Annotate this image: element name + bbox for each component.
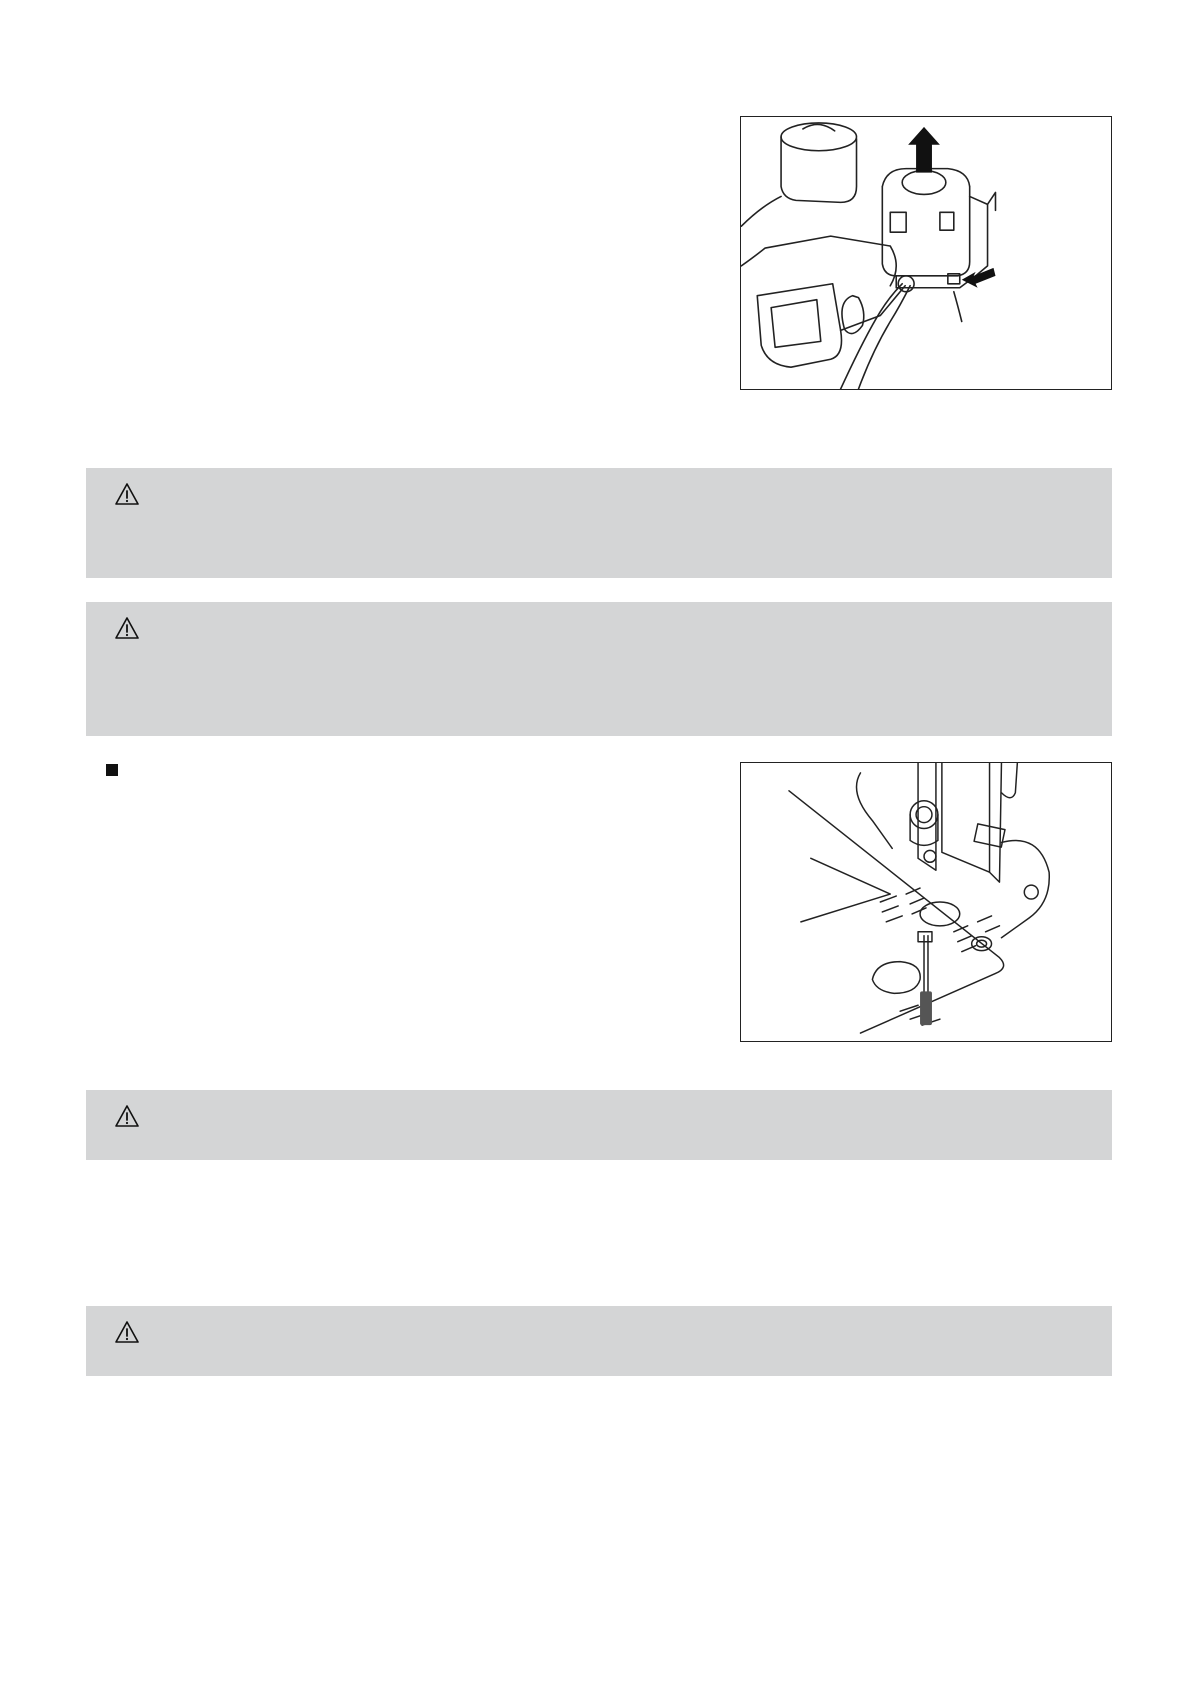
warning-panel-4 bbox=[86, 1306, 1112, 1376]
warning-triangle-icon bbox=[114, 616, 140, 640]
warning-panel-1 bbox=[86, 468, 1112, 578]
warning-panel-2 bbox=[86, 602, 1112, 736]
warning-triangle-icon bbox=[114, 482, 140, 506]
warning-triangle-icon bbox=[114, 1104, 140, 1128]
warning-panel-3 bbox=[86, 1090, 1112, 1160]
section-bullet-square bbox=[106, 764, 118, 776]
figure-tank-removal bbox=[740, 116, 1112, 390]
warning-triangle-icon bbox=[114, 1320, 140, 1344]
figure-underside-adjustment bbox=[740, 762, 1112, 1042]
underside-screwdriver-illustration bbox=[741, 763, 1111, 1041]
tank-removal-illustration bbox=[741, 117, 1111, 389]
